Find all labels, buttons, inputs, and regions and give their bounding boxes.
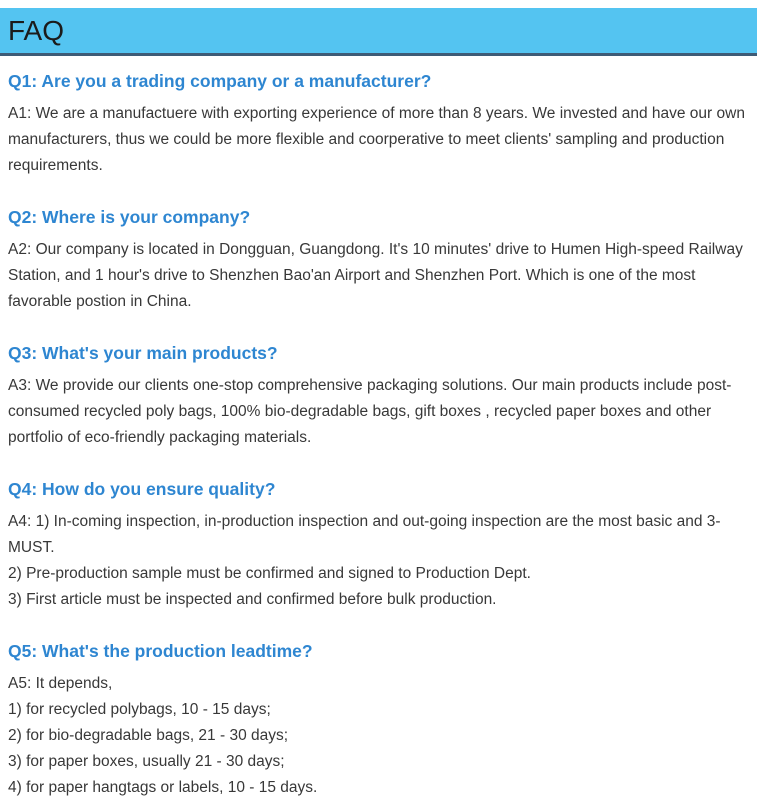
faq-content: [0, 71, 765, 801]
faq-question: Q4: How do you ensure quality?: [8, 479, 276, 499]
faq-section-header: [0, 8, 757, 56]
faq-item-q4: [8, 479, 757, 613]
faq-item-q3: [8, 343, 757, 451]
faq-answer-paragraph: A3: We provide our clients one-stop comprehensive packaging solutions. Our main products include post-consumed recycled poly bags, 100% bio-degradable bags, gift boxes , recycled paper boxes and other portfolio of eco-friendly packaging materials.: [8, 377, 732, 446]
faq-question: Q2: Where is your company?: [8, 207, 251, 227]
faq-answer-paragraph: 1) for recycled polybags, 10 - 15 days;: [8, 701, 271, 718]
faq-answer-paragraph: A1: We are a manufactuere with exporting experience of more than 8 years. We invested and have our own manufacturers, thus we could be more flexible and coorperative to meet clients' sampling and production requirements.: [8, 105, 745, 174]
faq-answer-paragraph: 3) for paper boxes, usually 21 - 30 days;: [8, 753, 285, 770]
faq-answer-paragraph: A4: 1) In-coming inspection, in-production inspection and out-going inspection are the most basic and 3-MUST.: [8, 513, 721, 556]
faq-answer-paragraph: 2) Pre-production sample must be confirmed and signed to Production Dept.: [8, 565, 531, 582]
faq-title: FAQ: [8, 14, 65, 46]
faq-answer-paragraph: A2: Our company is located in Dongguan, Guangdong. It's 10 minutes' drive to Humen High-speed Railway Station, and 1 hour's drive to Shenzhen Bao'an Airport and Shenzhen Port. Which is one of the most favorable postion in China.: [8, 241, 743, 310]
faq-answer-paragraph: A5: It depends,: [8, 675, 113, 692]
faq-answer-paragraph: 2) for bio-degradable bags, 21 - 30 days;: [8, 727, 289, 744]
faq-page: [0, 8, 765, 796]
faq-answer-paragraph: 4) for paper hangtags or labels, 10 - 15 days.: [8, 779, 318, 796]
faq-answer-paragraph: 3) First article must be inspected and confirmed before bulk production.: [8, 591, 497, 608]
faq-item-q1: [8, 71, 757, 179]
faq-question: Q3: What's your main products?: [8, 343, 278, 363]
faq-question: Q1: Are you a trading company or a manufacturer?: [8, 71, 432, 91]
faq-question: Q5: What's the production leadtime?: [8, 641, 313, 661]
faq-item-q2: [8, 207, 757, 315]
faq-item-q5: [8, 641, 757, 801]
